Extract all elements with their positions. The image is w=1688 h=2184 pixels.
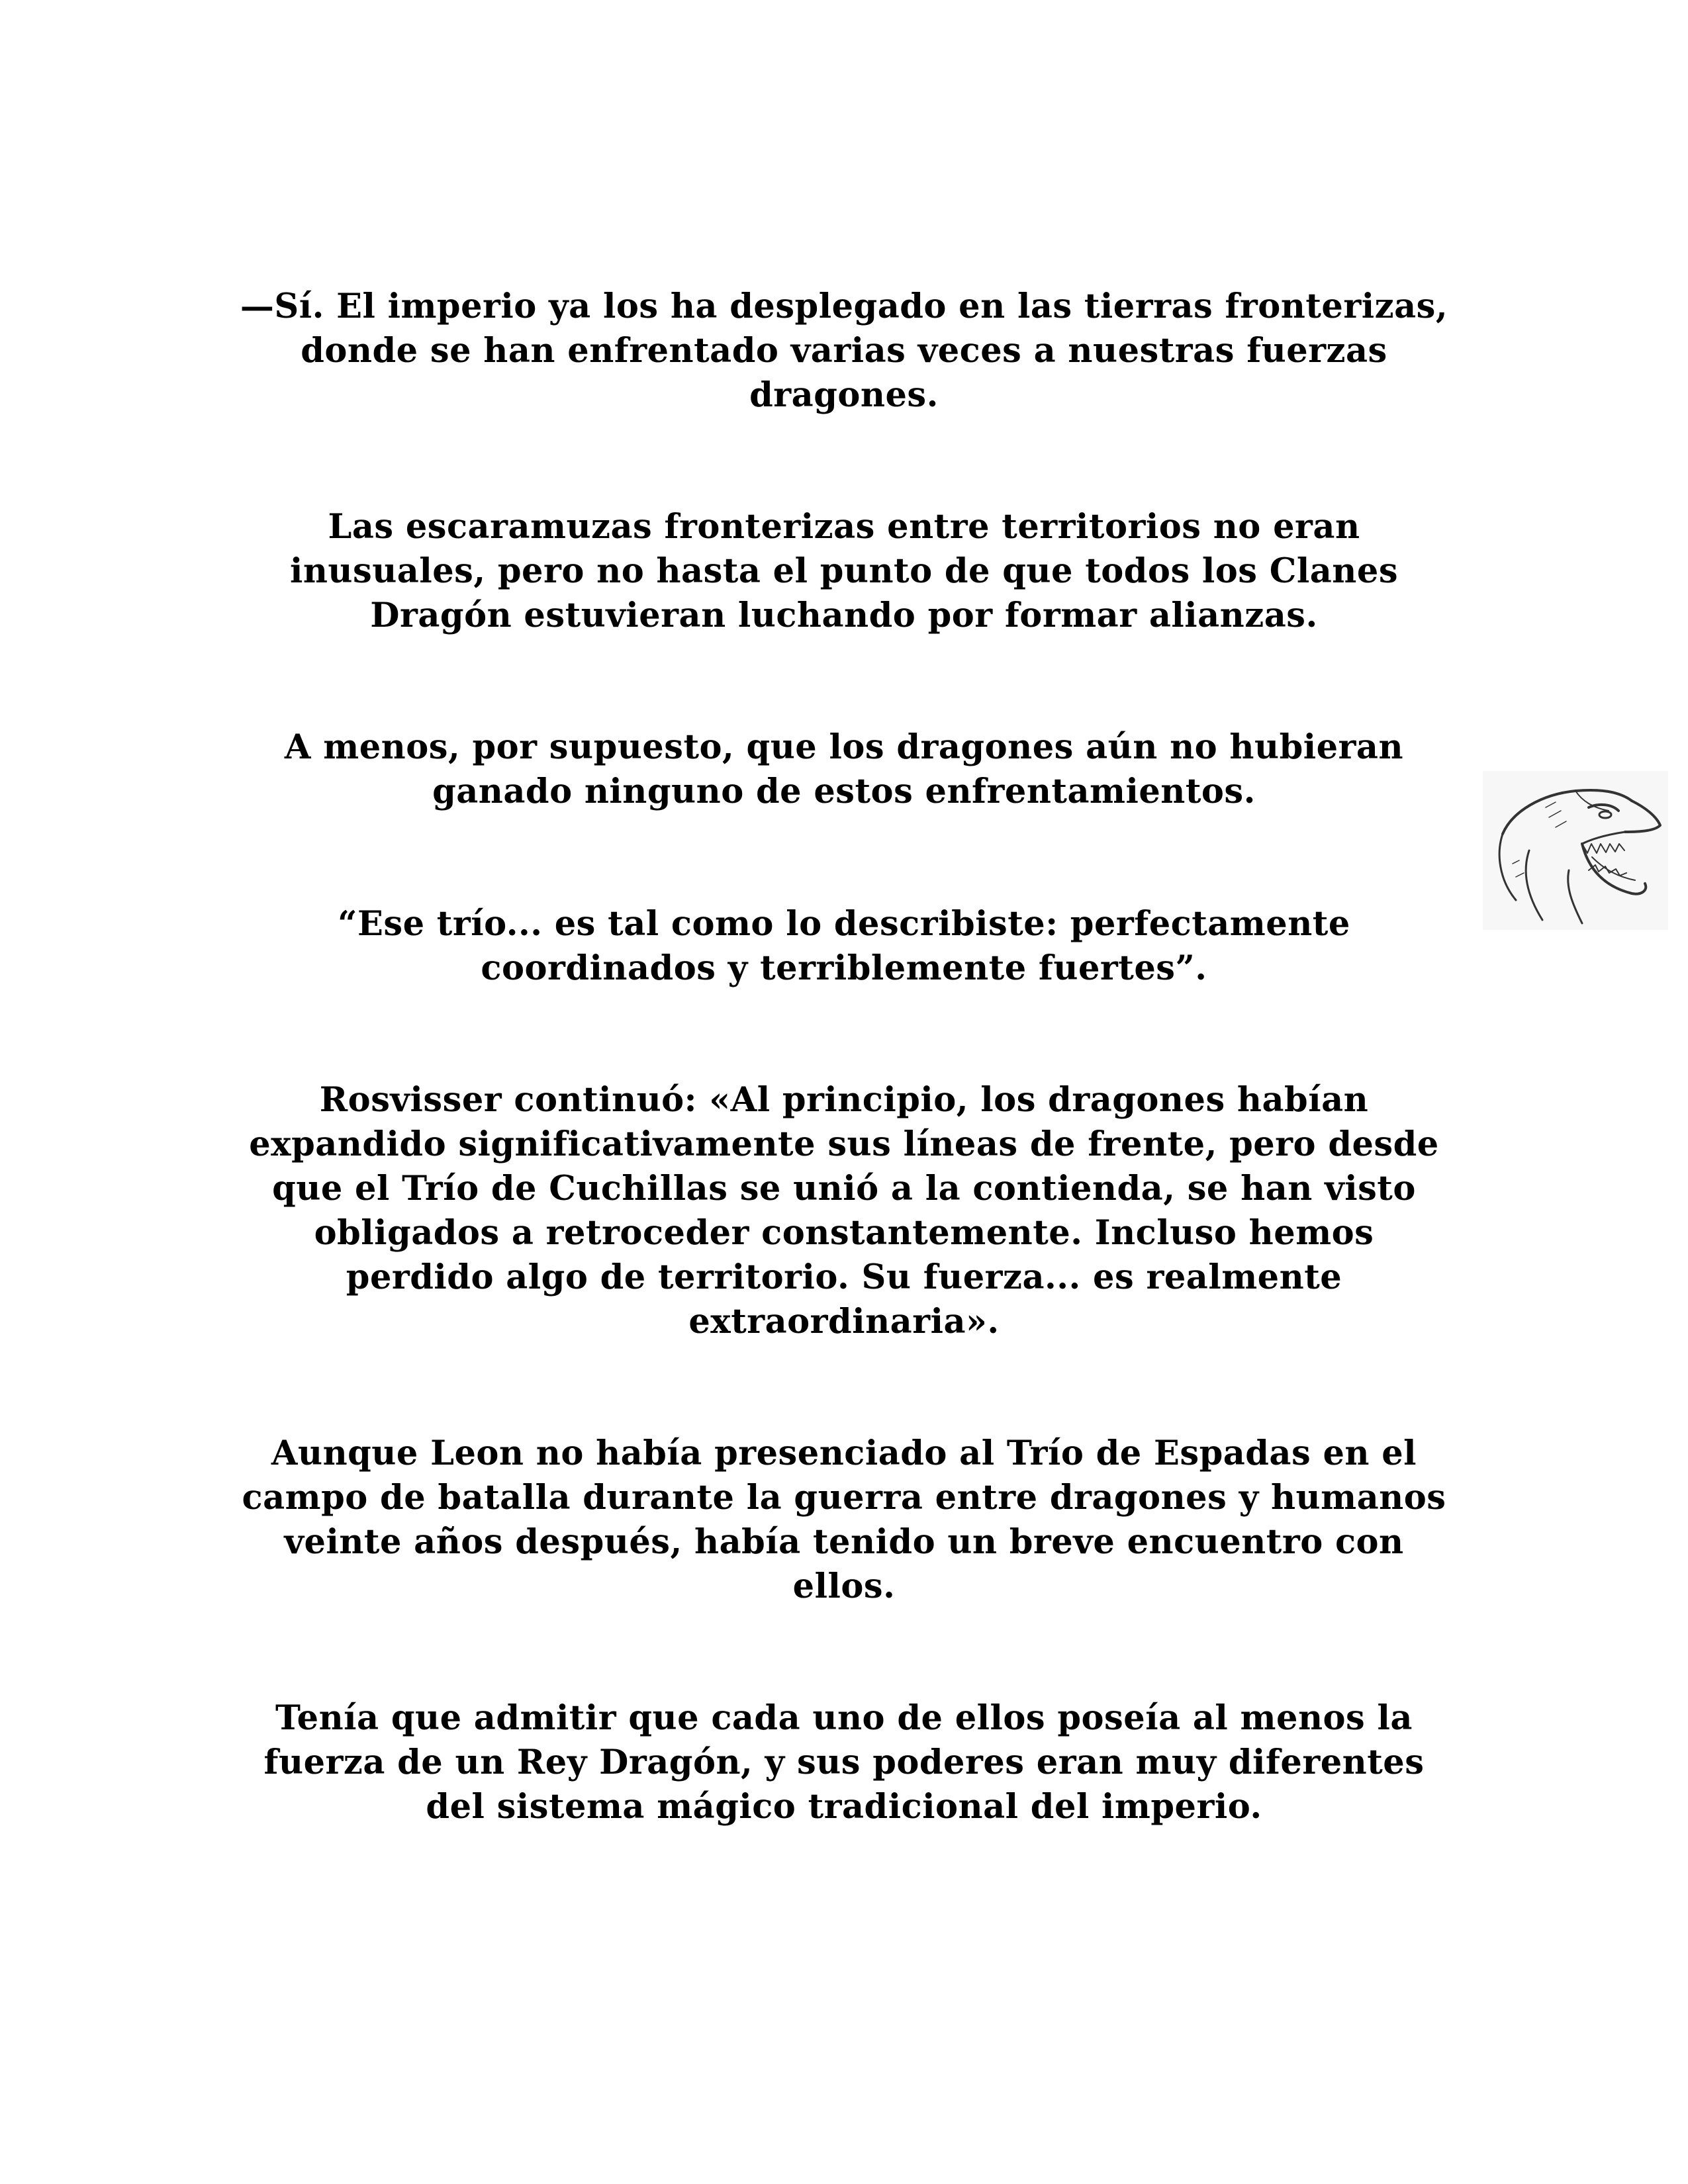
paragraph: “Ese trío... es tal como lo describiste: perfectamente coordinados y terriblemente fuertes”. bbox=[338, 904, 1350, 988]
paragraph: —Sí. El imperio ya los ha desplegado en las tierras fronterizas, donde se han enfrentado varias veces a nuestras fuerzas dragones. bbox=[240, 287, 1448, 415]
paragraph: Aunque Leon no había presenciado al Trío de Espadas en el campo de batalla durante la guerra entre dragones y humanos veinte años después, había tenido un breve encuentro con ellos. bbox=[242, 1433, 1446, 1606]
paragraph: Las escaramuzas fronterizas entre territorios no eran inusuales, pero no hasta el punto de que todos los Clanes Dragón estuvieran luchando por formar alianzas. bbox=[289, 507, 1399, 635]
dinosaur-head-sketch-icon bbox=[1483, 771, 1668, 930]
paragraph: Tenía que admitir que cada uno de ellos poseía al menos la fuerza de un Rey Dragón, y sus poderes eran muy diferentes del sistema mágico tradicional del imperio. bbox=[263, 1698, 1425, 1827]
paragraph: Rosvisser continuó: «Al principio, los dragones habían expandido significativamente sus líneas de frente, pero desde que el Trío de Cuchillas se unió a la contienda, se han visto obligados a retroceder constantemente. Incluso hemos perdido algo de territorio. Su fuerza... es realmente extraordinaria». bbox=[249, 1080, 1439, 1342]
paragraph: A menos, por supuesto, que los dragones aún no hubieran ganado ninguno de estos enfrentamientos. bbox=[284, 727, 1404, 811]
